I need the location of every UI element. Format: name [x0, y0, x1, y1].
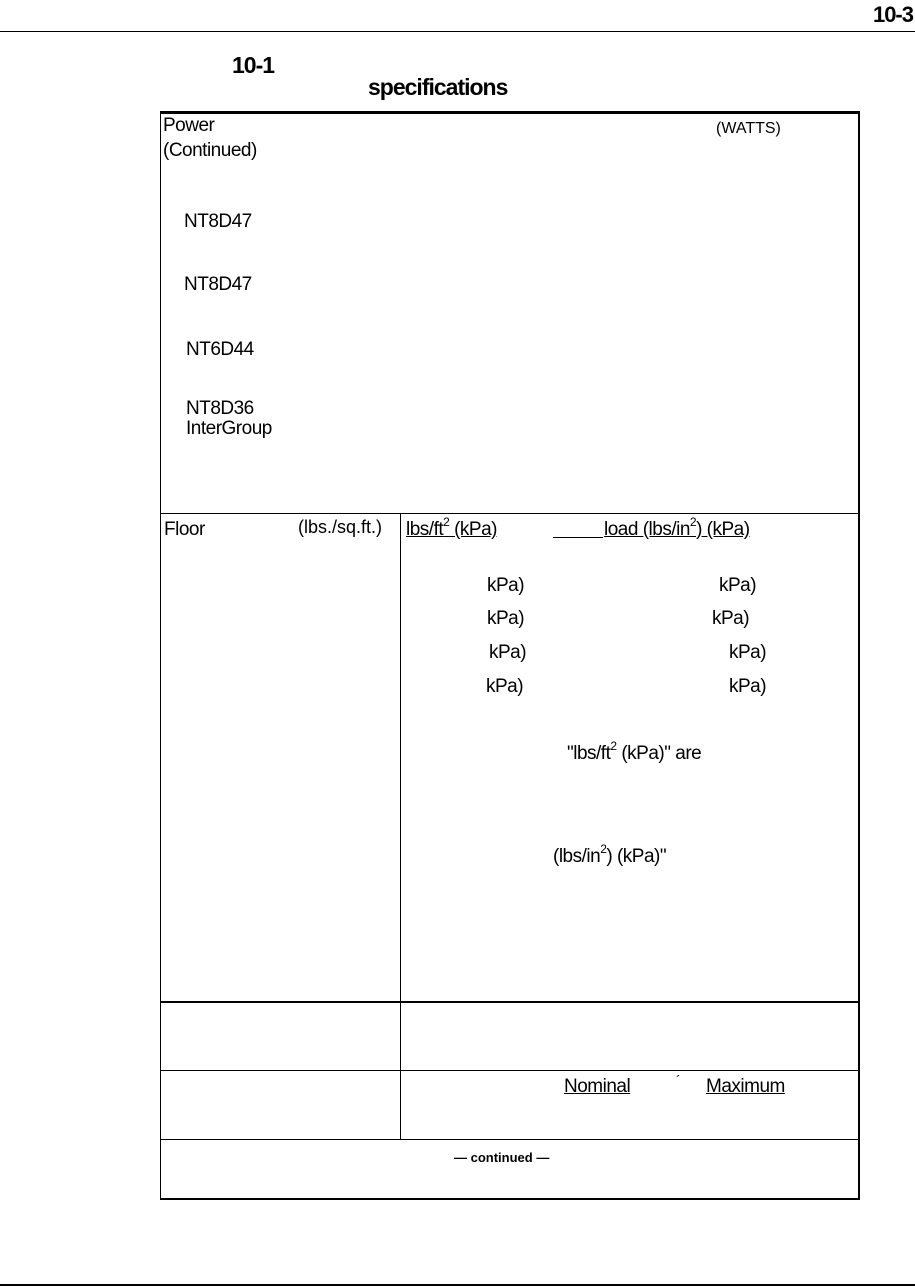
floor-col2-header-end: ) (kPa): [696, 519, 750, 540]
floor-top-rule: [160, 513, 860, 514]
nominal-label: Nominal: [564, 1076, 631, 1097]
floor-note-1: [567, 739, 702, 765]
floor-col2-header-rule: [553, 537, 603, 538]
column-divider: [400, 513, 401, 1139]
power-item-1: NT8D47: [184, 211, 252, 232]
floor-note-2-sup: 2: [600, 842, 607, 856]
floor-note-1-sup: 2: [610, 739, 617, 753]
kpa-4a: kPa): [486, 676, 524, 697]
kpa-1b: kPa): [719, 575, 757, 596]
kpa-3a: kPa): [489, 642, 527, 663]
power-item-4: NT8D36: [186, 398, 254, 419]
floor-col2-header: [604, 515, 750, 541]
page-number: 10-3: [872, 2, 913, 27]
floor-col2-header-text: load (lbs/in: [604, 519, 690, 540]
floor-col1-header-sup: 2: [443, 515, 450, 529]
kpa-2a: kPa): [487, 608, 525, 629]
floor-note-2: [553, 842, 667, 868]
floor-col1-header-text: lbs/ft: [406, 519, 444, 540]
floor-note-2-a: (lbs/in: [553, 846, 601, 867]
floor-label: Floor: [164, 519, 205, 540]
kpa-3b: kPa): [729, 642, 767, 663]
power-units: (WATTS): [716, 120, 781, 137]
kpa-4b: kPa): [729, 676, 767, 697]
continued-label: — continued —: [454, 1150, 550, 1165]
floor-col1-header: [406, 515, 497, 541]
row-rule-2: [160, 1070, 860, 1071]
table-bottom-rule: [160, 1198, 860, 1200]
power-continued: (Continued): [163, 140, 257, 161]
maximum-label: Maximum: [706, 1076, 785, 1097]
table-number: 10-1: [232, 52, 275, 78]
power-item-3: NT6D44: [186, 339, 254, 360]
row-rule-1: [160, 1001, 860, 1003]
floor-note-2-b: ) (kPa)": [606, 846, 667, 867]
table-right-border: [858, 111, 860, 1200]
tick-mark: ´: [676, 1072, 681, 1088]
floor-col2-header-sup: 2: [689, 515, 697, 529]
power-item-5: InterGroup: [186, 418, 272, 439]
kpa-2b: kPa): [712, 608, 750, 629]
floor-note-1-b: (kPa)" are: [616, 743, 702, 764]
table-left-border: [160, 111, 161, 1200]
table-title: specifications: [368, 74, 508, 100]
page-bottom-rule: [0, 1284, 915, 1286]
table-top-rule: [160, 111, 860, 114]
row-rule-3: [160, 1139, 860, 1140]
header-rule: [0, 31, 915, 32]
floor-note-1-a: "lbs/ft: [567, 743, 611, 764]
floor-col1-header-unit: (kPa): [449, 519, 497, 540]
kpa-1a: kPa): [487, 575, 525, 596]
power-label: Power: [163, 115, 215, 136]
floor-units: (lbs./sq.ft.): [298, 517, 383, 537]
power-item-2: NT8D47: [184, 274, 252, 295]
